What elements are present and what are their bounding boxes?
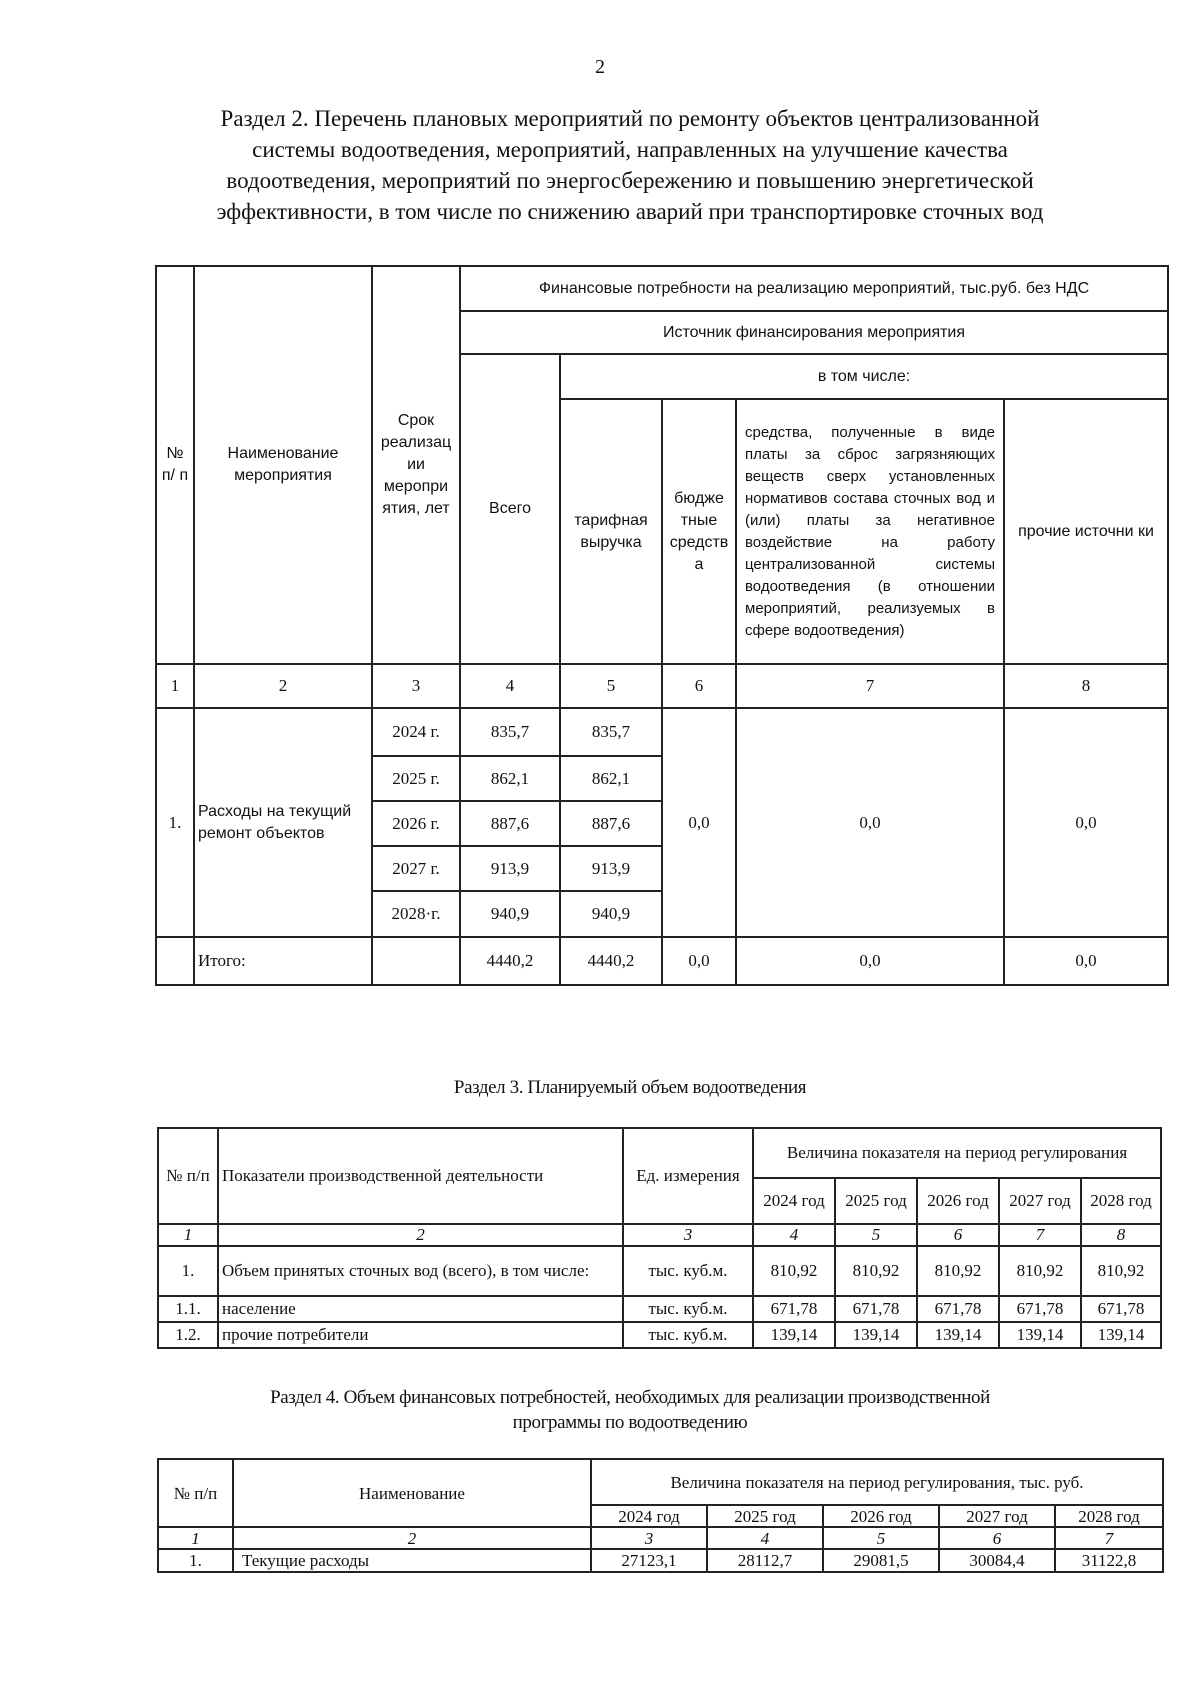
row-tariff: 940,9 <box>560 891 662 937</box>
row-value: 671,78 <box>999 1296 1081 1322</box>
row-value: 30084,4 <box>939 1549 1055 1572</box>
header-term: Срок реализац ии меропри ятия, лет <box>372 266 460 664</box>
row-year: 2026 г. <box>372 801 460 846</box>
header-fees: средства, полученные в виде платы за сброс загрязняющих веществ сверх установленных нормативов состава сточных вод и (или) платы за негативное воздействие на работу централизованной системы водоотведения (в отношении мероприятий, реализуемых в сфере водоотведения) <box>736 399 1004 664</box>
row-value: 139,14 <box>917 1322 999 1348</box>
col-number: 8 <box>1081 1224 1161 1246</box>
total-fees: 0,0 <box>736 937 1004 985</box>
row-value: 28112,7 <box>707 1549 823 1572</box>
row-unit: тыс. куб.м. <box>623 1322 753 1348</box>
col-number: 7 <box>1055 1527 1163 1549</box>
header-total: Всего <box>460 354 560 664</box>
row-other: 0,0 <box>1004 708 1168 937</box>
row-tariff: 913,9 <box>560 846 662 891</box>
row-value: 671,78 <box>917 1296 999 1322</box>
header-year: 2026 год <box>917 1178 999 1224</box>
total-total: 4440,2 <box>460 937 560 985</box>
col-number: 4 <box>707 1527 823 1549</box>
section3-title: Раздел 3. Планируемый объем водоотведения <box>453 1077 807 1098</box>
row-value: 27123,1 <box>591 1549 707 1572</box>
row-year: 2028·г. <box>372 891 460 937</box>
col-number: 7 <box>736 664 1004 708</box>
row-total: 913,9 <box>460 846 560 891</box>
row-budget: 0,0 <box>662 708 736 937</box>
col-number: 5 <box>560 664 662 708</box>
header-year: 2026 год <box>823 1505 939 1527</box>
row-year: 2024 г. <box>372 708 460 756</box>
row-name: население <box>218 1296 623 1322</box>
header-fin-needs: Финансовые потребности на реализацию мероприятий, тыс.руб. без НДС <box>460 266 1168 311</box>
row-value: 810,92 <box>1081 1246 1161 1296</box>
header-year: 2025 год <box>707 1505 823 1527</box>
total-other: 0,0 <box>1004 937 1168 985</box>
header-year: 2024 год <box>753 1178 835 1224</box>
section3-table <box>157 1127 1162 1349</box>
row-num: 1. <box>158 1549 233 1572</box>
section2-title-line: эффективности, в том числе по снижению аварий при транспортировке сточных вод <box>216 199 1044 224</box>
col-number: 2 <box>218 1224 623 1246</box>
row-value: 810,92 <box>753 1246 835 1296</box>
col-number: 3 <box>591 1527 707 1549</box>
row-value: 810,92 <box>835 1246 917 1296</box>
row-total: 940,9 <box>460 891 560 937</box>
row-tariff: 835,7 <box>560 708 662 756</box>
col-number: 4 <box>753 1224 835 1246</box>
row-fees: 0,0 <box>736 708 1004 937</box>
row-tariff: 862,1 <box>560 756 662 801</box>
header-unit: Ед. измерения <box>623 1128 753 1224</box>
header-year: 2024 год <box>591 1505 707 1527</box>
row-year: 2025 г. <box>372 756 460 801</box>
section2-title <box>150 103 1110 227</box>
header-tariff: тарифная выручка <box>560 399 662 664</box>
row-value: 671,78 <box>753 1296 835 1322</box>
header-num: № п/п <box>158 1128 218 1224</box>
header-including: в том числе: <box>560 354 1168 399</box>
total-budget: 0,0 <box>662 937 736 985</box>
col-number: 2 <box>194 664 372 708</box>
row-total: 887,6 <box>460 801 560 846</box>
header-source: Источник финансирования мероприятия <box>460 311 1168 354</box>
col-number: 6 <box>939 1527 1055 1549</box>
header-year: 2025 год <box>835 1178 917 1224</box>
row-value: 139,14 <box>999 1322 1081 1348</box>
col-number: 4 <box>460 664 560 708</box>
header-other: прочие источни ки <box>1004 399 1168 664</box>
page-number: 2 <box>595 56 605 78</box>
row-name: Расходы на текущий ремонт объектов <box>194 708 372 937</box>
row-year: 2027 г. <box>372 846 460 891</box>
row-name: прочие потребители <box>218 1322 623 1348</box>
row-total: 862,1 <box>460 756 560 801</box>
row-value: 29081,5 <box>823 1549 939 1572</box>
header-num: № п/п <box>158 1459 233 1527</box>
row-num: 1.2. <box>158 1322 218 1348</box>
row-value: 810,92 <box>999 1246 1081 1296</box>
col-number: 1 <box>156 664 194 708</box>
section2-title-line: водоотведения, мероприятий по энергосбережению и повышению энергетической <box>226 168 1034 193</box>
total-num <box>156 937 194 985</box>
header-year: 2027 год <box>939 1505 1055 1527</box>
section2-table <box>155 265 1169 986</box>
section2-title-line: системы водоотведения, мероприятий, направленных на улучшение качества <box>252 137 1008 162</box>
row-name: Текущие расходы <box>233 1549 591 1572</box>
row-total: 835,7 <box>460 708 560 756</box>
row-value: 139,14 <box>835 1322 917 1348</box>
total-tariff: 4440,2 <box>560 937 662 985</box>
row-tariff: 887,6 <box>560 801 662 846</box>
col-number: 1 <box>158 1224 218 1246</box>
row-value: 810,92 <box>917 1246 999 1296</box>
col-number: 2 <box>233 1527 591 1549</box>
row-value: 671,78 <box>835 1296 917 1322</box>
row-unit: тыс. куб.м. <box>623 1296 753 1322</box>
header-period: Величина показателя на период регулирования <box>753 1128 1161 1178</box>
col-number: 3 <box>372 664 460 708</box>
header-period: Величина показателя на период регулирования, тыс. руб. <box>591 1459 1163 1505</box>
col-number: 8 <box>1004 664 1168 708</box>
section2-title-line: Раздел 2. Перечень плановых мероприятий по ремонту объектов централизованной <box>220 106 1040 131</box>
row-num: 1. <box>158 1246 218 1296</box>
col-number: 7 <box>999 1224 1081 1246</box>
col-number: 5 <box>835 1224 917 1246</box>
section4-table <box>157 1458 1164 1573</box>
header-name: Наименование мероприятия <box>194 266 372 664</box>
section4-title <box>150 1385 1110 1435</box>
section4-title-line: Раздел 4. Объем финансовых потребностей, необходимых для реализации производственной <box>270 1387 990 1408</box>
row-num: 1. <box>156 708 194 937</box>
section4-title-line: программы по водоотведению <box>512 1412 748 1433</box>
header-year: 2028 год <box>1081 1178 1161 1224</box>
row-value: 139,14 <box>1081 1322 1161 1348</box>
row-num: 1.1. <box>158 1296 218 1322</box>
header-name: Наименование <box>233 1459 591 1527</box>
col-number: 6 <box>662 664 736 708</box>
header-indicator: Показатели производственной деятельности <box>218 1128 623 1224</box>
row-value: 671,78 <box>1081 1296 1161 1322</box>
row-unit: тыс. куб.м. <box>623 1246 753 1296</box>
row-value: 139,14 <box>753 1322 835 1348</box>
col-number: 3 <box>623 1224 753 1246</box>
row-name: Объем принятых сточных вод (всего), в том числе: <box>218 1246 623 1296</box>
header-budget: бюдже тные средств а <box>662 399 736 664</box>
header-num: № п/ п <box>156 266 194 664</box>
col-number: 6 <box>917 1224 999 1246</box>
row-value: 31122,8 <box>1055 1549 1163 1572</box>
total-term <box>372 937 460 985</box>
col-number: 1 <box>158 1527 233 1549</box>
header-year: 2028 год <box>1055 1505 1163 1527</box>
header-year: 2027 год <box>999 1178 1081 1224</box>
col-number: 5 <box>823 1527 939 1549</box>
total-label: Итого: <box>194 937 372 985</box>
